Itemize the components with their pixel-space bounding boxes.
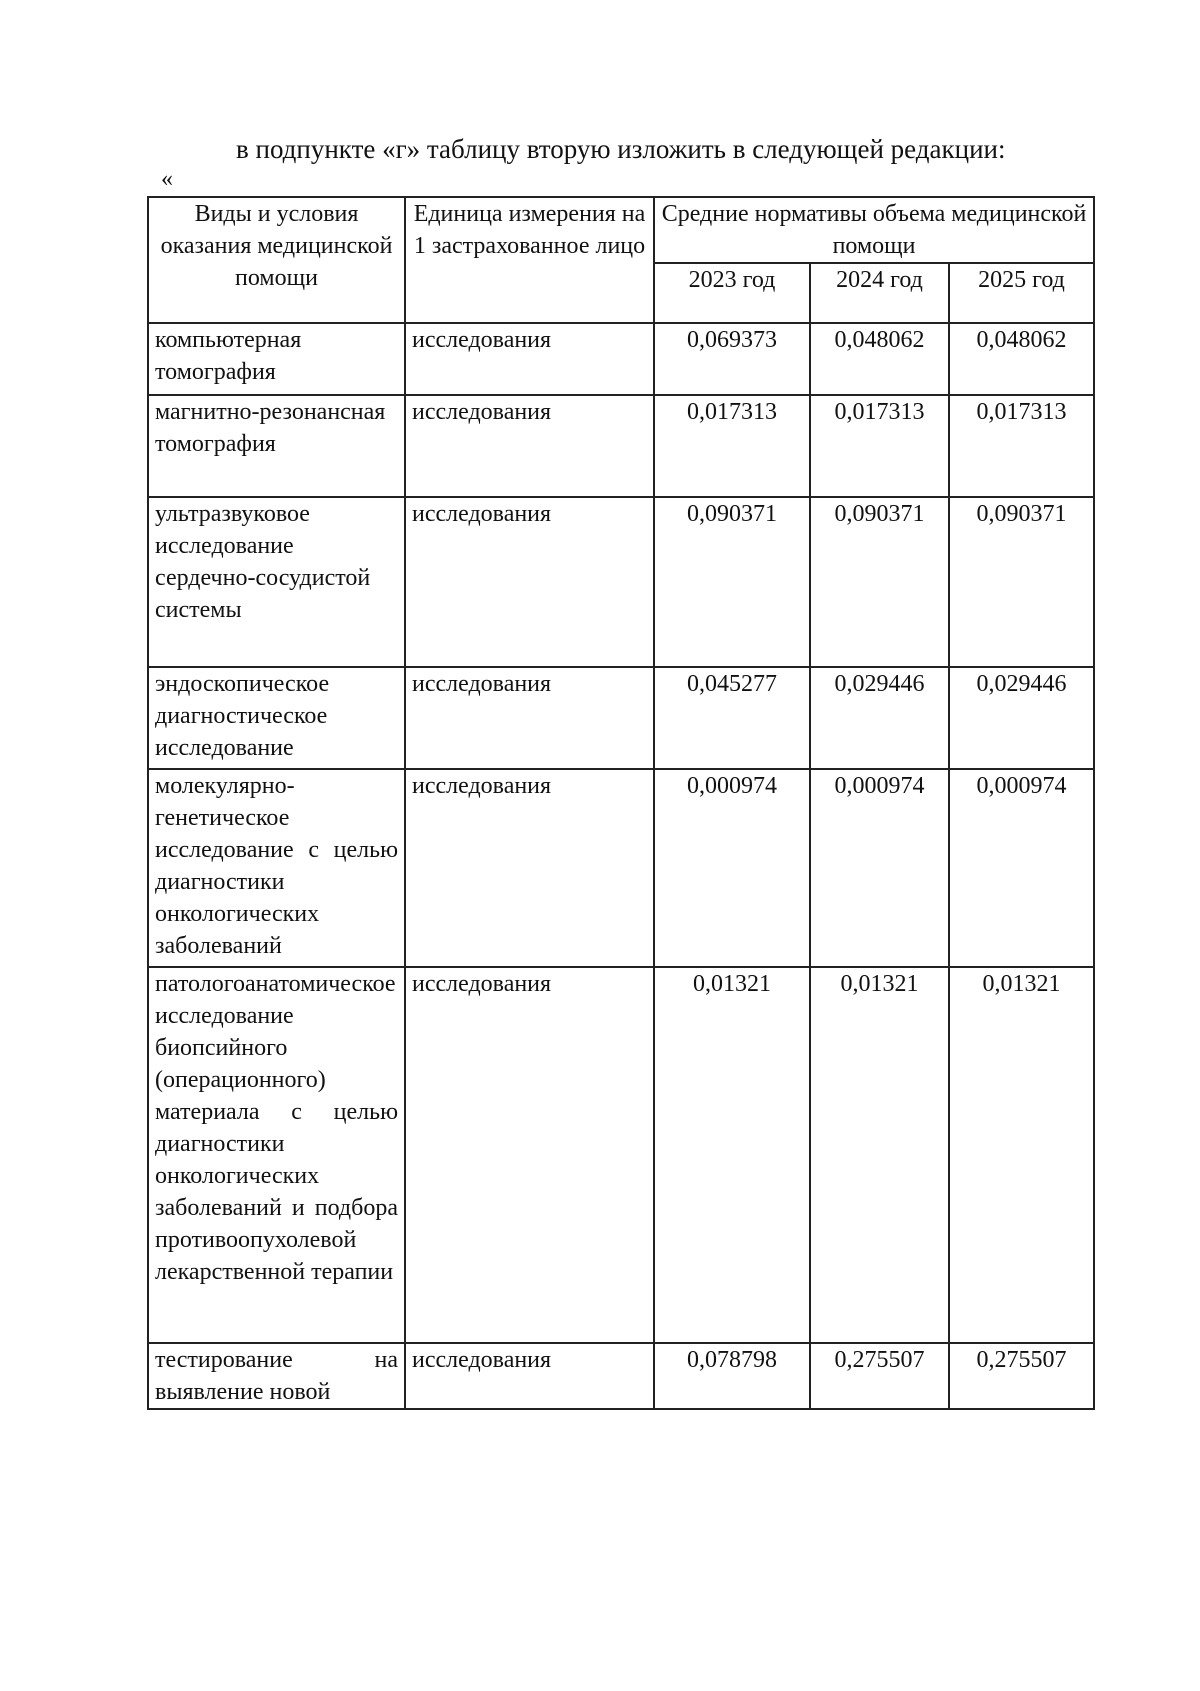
value-2024: 0,01321 bbox=[810, 967, 949, 1343]
row-name: компьютерная томография bbox=[148, 323, 405, 395]
value-2024: 0,275507 bbox=[810, 1343, 949, 1409]
header-year-2025: 2025 год bbox=[949, 263, 1094, 323]
header-year-2024: 2024 год bbox=[810, 263, 949, 323]
value-2023: 0,090371 bbox=[654, 497, 810, 667]
value-2023: 0,017313 bbox=[654, 395, 810, 497]
value-2023: 0,045277 bbox=[654, 667, 810, 769]
value-2024: 0,029446 bbox=[810, 667, 949, 769]
row-unit: исследования bbox=[405, 497, 654, 667]
table-row bbox=[148, 323, 1094, 395]
value-2025: 0,275507 bbox=[949, 1343, 1094, 1409]
value-2023: 0,01321 bbox=[654, 967, 810, 1343]
row-name: патологоанатомическое исследование биопсийного (операционного) материала с целью диагностики онкологических заболеваний и подбора противоопухолевой лекарственной терапии bbox=[148, 967, 405, 1343]
table-row bbox=[148, 497, 1094, 667]
value-2023: 0,078798 bbox=[654, 1343, 810, 1409]
row-unit: исследования bbox=[405, 395, 654, 497]
row-unit: исследования bbox=[405, 1343, 654, 1409]
row-unit: исследования bbox=[405, 667, 654, 769]
table-header-row bbox=[148, 197, 1094, 263]
table-row bbox=[148, 769, 1094, 967]
row-name: ультразвуковое исследование сердечно-сосудистой системы bbox=[148, 497, 405, 667]
value-2023: 0,069373 bbox=[654, 323, 810, 395]
intro-text: в подпункте «г» таблицу вторую изложить в следующей редакции: bbox=[236, 134, 1006, 164]
row-name: молекулярно-генетическое исследование с целью диагностики онкологических заболеваний bbox=[148, 769, 405, 967]
medical-care-norms-table bbox=[147, 196, 1095, 1410]
row-unit: исследования bbox=[405, 323, 654, 395]
row-name: тестирование на выявление новой bbox=[148, 1343, 405, 1409]
opening-quote-mark: « bbox=[161, 166, 173, 192]
value-2024: 0,017313 bbox=[810, 395, 949, 497]
value-2025: 0,017313 bbox=[949, 395, 1094, 497]
header-year-2023: 2023 год bbox=[654, 263, 810, 323]
table-row bbox=[148, 1343, 1094, 1409]
value-2024: 0,090371 bbox=[810, 497, 949, 667]
row-name: магнитно-резонансная томография bbox=[148, 395, 405, 497]
table-row bbox=[148, 667, 1094, 769]
table-row bbox=[148, 967, 1094, 1343]
value-2025: 0,000974 bbox=[949, 769, 1094, 967]
header-unit: Единица измерения на 1 застрахованное лицо bbox=[405, 197, 654, 323]
table-row bbox=[148, 395, 1094, 497]
value-2025: 0,01321 bbox=[949, 967, 1094, 1343]
value-2025: 0,090371 bbox=[949, 497, 1094, 667]
value-2024: 0,000974 bbox=[810, 769, 949, 967]
value-2025: 0,029446 bbox=[949, 667, 1094, 769]
row-unit: исследования bbox=[405, 769, 654, 967]
header-norms-group: Средние нормативы объема медицинской помощи bbox=[654, 197, 1094, 263]
row-unit: исследования bbox=[405, 967, 654, 1343]
row-name: эндоскопическое диагностическое исследование bbox=[148, 667, 405, 769]
value-2025: 0,048062 bbox=[949, 323, 1094, 395]
value-2023: 0,000974 bbox=[654, 769, 810, 967]
header-kind: Виды и условия оказания медицинской помощи bbox=[148, 197, 405, 323]
value-2024: 0,048062 bbox=[810, 323, 949, 395]
